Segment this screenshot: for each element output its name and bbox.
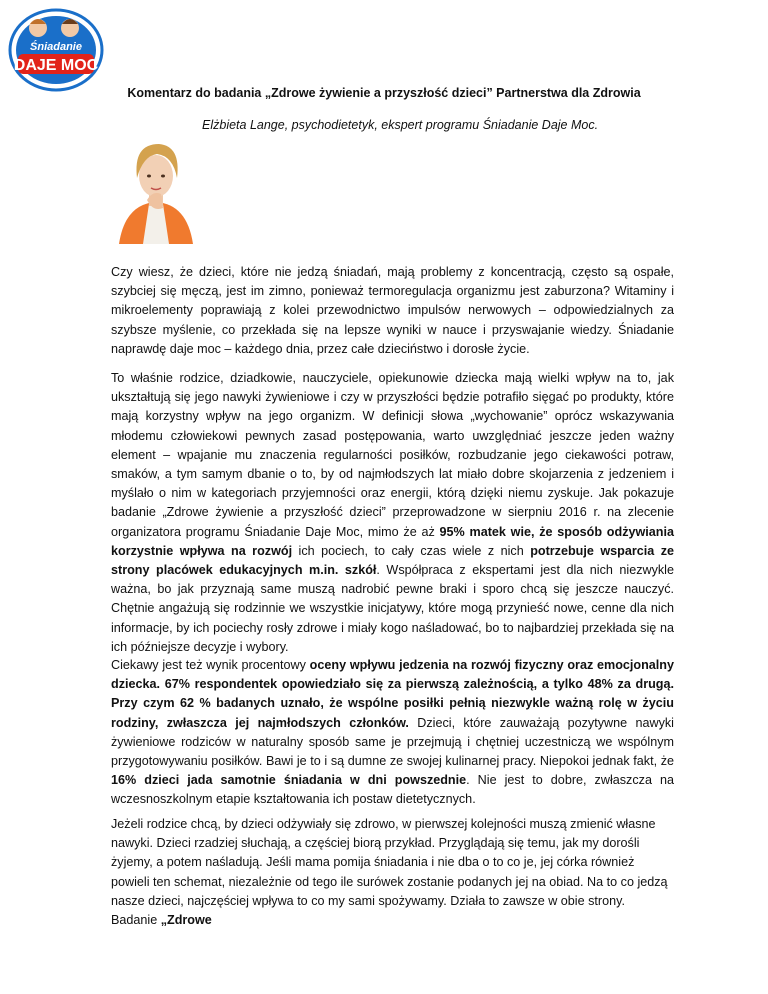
p3-text-c: Dzieci, które zauważają pozytywne nawyki żywieniowe rodziców w naturalny sposób same je przejmują i chętniej uczestniczą we wspólnym przygotowywaniu posiłków. Bawi je to i są dumne ze swojej kulinarnej pracy. Niepokoi jednak fakt, że xyxy=(111,715,674,769)
document-title: Komentarz do badania „Zdrowe żywienie a przyszłość dzieci” Partnerstwa dla Zdrowia xyxy=(127,86,641,100)
p3-bold-d: 16% dzieci jada samotnie śniadania w dni powszednie xyxy=(111,773,467,788)
p4-text-a: Jeżeli rodzice chcą, by dzieci odżywiały się zdrowo, w pierwszej kolejności muszą zmienić własne nawyki. Dzieci rzadziej słuchają, a częściej biorą przykład. Przyglądają się temu, jak my dorośli żyjemy, a potem naśladują. Jeśli mama pomija śniadania i nie dba o to co je, jej córka również powieli ten schemat, niezależnie od tego ile surówek zostanie podanych jej na obiad. Na to co jedzą nasze dzieci, najczęściej wpływa to co my sami spożywamy. Działa to zawsze w obie strony. Badanie xyxy=(111,817,668,928)
p2-bold-b: 95% matek wie, że sposób odżywiania korzystnie wpływa na rozwój xyxy=(111,524,674,558)
p3-bold-b: oceny wpływu jedzenia na rozwój fizyczny oraz emocjonalny dziecka. 67% respondentek opowiedziało się za pierwszą zależnością, a tylko 48% za drugą. Przy czym 62 % badanych uznało, że wspólne posiłki pełnią niezwykle ważną rolę w życiu rodziny, zwłaszcza jej najmłodszych członków. xyxy=(111,658,674,730)
logo-line1: Śniadanie xyxy=(30,41,82,53)
p2-bold-d: potrzebuje wsparcia ze strony placówek edukacyjnych m.in. szkół xyxy=(111,543,675,578)
paragraph-2 xyxy=(111,369,674,657)
paragraph-1: Czy wiesz, że dzieci, które nie jedzą śniadań, mają problemy z koncentracją, często są ospałe, szybciej się męczą, jest im zimno, ponieważ termoregulacja organizmu jest zaburzona? Witaminy i mikroelementy poprawiają z kolei przewodnictwo impulsów nerwowych – odpowiedzialnych za szybsze myślenie, co przekłada się na lepsze wyniki w nauce i przyswajanie wiedzy. Śniadanie naprawdę daje moc – każdego dnia, przez całe dzieciństwo i dorosłe życie. xyxy=(111,265,674,356)
p2-text-c: ich pociech, to cały czas wiele z nich xyxy=(292,543,531,558)
paragraph-4 xyxy=(111,815,674,930)
portrait-photo-icon xyxy=(111,134,201,244)
sniadanie-daje-moc-logo xyxy=(8,6,104,92)
p4-bold-b: „Zdrowe xyxy=(160,913,212,928)
paragraph-3 xyxy=(111,656,674,810)
author-line: Elżbieta Lange, psychodietetyk, ekspert programu Śniadanie Daje Moc. xyxy=(202,118,599,132)
p3-text-e: . Nie jest to dobre, zwłaszcza na wczesnoszkolnym etapie kształtowania ich postaw dietetycznych. xyxy=(111,773,674,807)
p2-text-e: . Współpraca z ekspertami jest dla nich niezwykle ważna, bo jak przyznają same muszą nadrobić pewne braki i sporo chcą się jeszcze nauczyć. Chętnie angażują się rodzinnie we wszystkie inicjatywy, które mogą przynieść nowe, cenne dla nich informacje, by ich pociechy rosły zdrowe i miały kogo naśladować, bo to najbardziej przekłada się na ich późniejsze decyzje i wybory. xyxy=(111,563,674,654)
p3-text-a: Ciekawy jest też wynik procentowy xyxy=(111,658,310,672)
logo-line2: DAJE MOC xyxy=(13,57,99,74)
p2-text-a: To właśnie rodzice, dziadkowie, nauczyciele, opiekunowie dziecka mają wielki wpływ na to, jak ukształtują się jego nawyki żywieniowe i czy w przyszłości będzie potrafiło sięgać po produkty, które mają korzystny wpływ na jego organizm. W definicji słowa „wychowanie” oprócz wskazywania młodemu człowiekowi pewnych zasad postępowania, warto uwzględniać jeszcze jeden ważny element – wpajanie mu znaczenia regularności posiłków, rozbudzanie jego ciekawości potraw, smaków, a tym samym dbanie o to, by od najmłodszych lat miało dobre skojarzenia z jedzeniem i myślało o nim w kategoriach przyjemności oraz energii, którą dzięki niemu zyskuje. Jak pokazuje badanie „Zdrowe żywienie a przyszłość dzieci” przeprowadzone w sierpniu 2016 r. na zlecenie organizatora programu Śniadanie Daje Moc, mimo że aż xyxy=(111,371,674,539)
